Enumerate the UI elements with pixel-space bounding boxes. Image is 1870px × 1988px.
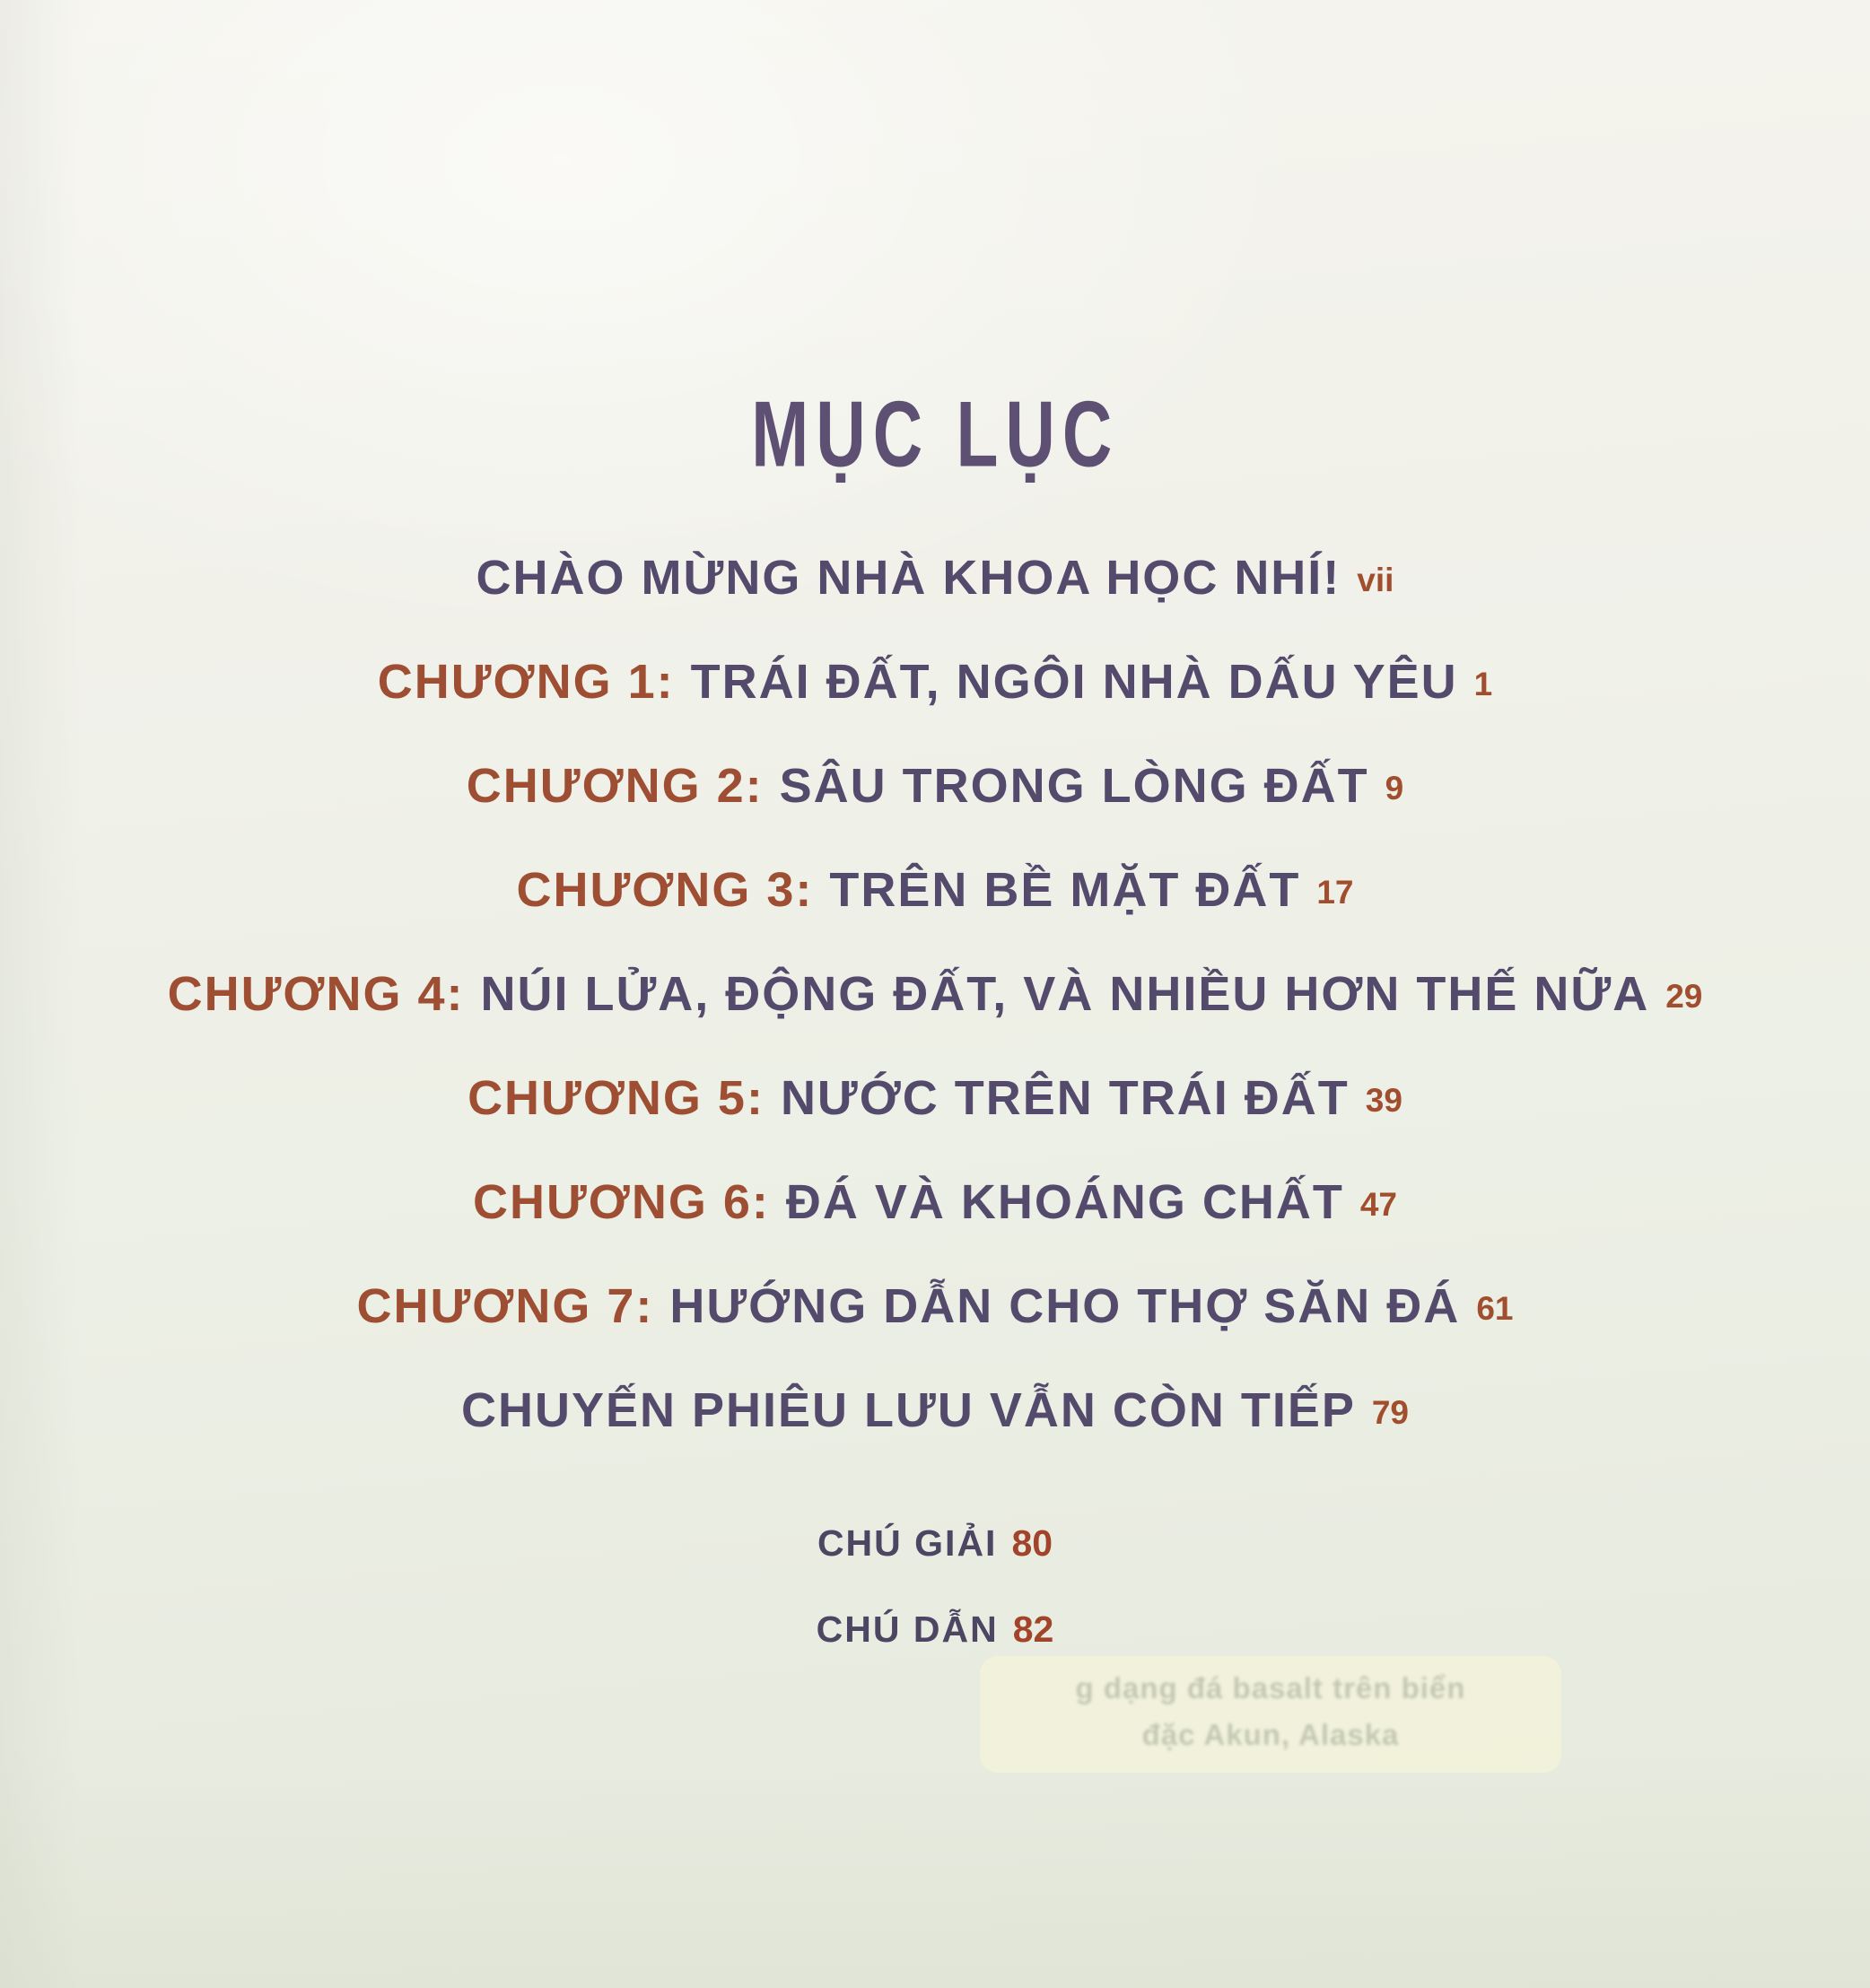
show-through-caption — [980, 1656, 1561, 1773]
toc-entry-page-number: 47 — [1359, 1186, 1398, 1223]
toc-entry-title: TRÁI ĐẤT, NGÔI NHÀ DẤU YÊU — [690, 655, 1458, 709]
toc-entry-chapter-1 — [0, 630, 1870, 734]
toc-entry-title: NÚI LỬA, ĐỘNG ĐẤT, VÀ NHIỀU HƠN THẾ NỮA — [480, 967, 1650, 1021]
toc-entry-welcome — [0, 526, 1870, 630]
toc-entry-page-number: 29 — [1665, 978, 1703, 1015]
toc-entry-title: NƯỚC TRÊN TRÁI ĐẤT — [780, 1071, 1350, 1125]
toc-entry-title: CHUYẾN PHIÊU LƯU VẪN CÒN TIẾP — [460, 1383, 1356, 1437]
chapter-prefix: CHƯƠNG 5: — [468, 1071, 765, 1125]
toc-entry-glossary — [0, 1500, 1870, 1586]
show-through-line: g dạng đá basalt trên biển — [1075, 1671, 1466, 1705]
toc-entry-title: HƯỚNG DẪN CHO THỢ SĂN ĐÁ — [669, 1279, 1461, 1333]
toc-entry-chapter-7 — [0, 1254, 1870, 1358]
chapter-prefix: CHƯƠNG 2: — [466, 759, 764, 813]
back-matter — [0, 1500, 1870, 1672]
page-title: MỤC LỤC — [750, 382, 1120, 487]
toc-entry-title: SÂU TRONG LÒNG ĐẤT — [779, 759, 1369, 813]
toc-entry-page-number: 17 — [1316, 874, 1354, 911]
toc-entry-page-number: 61 — [1476, 1290, 1514, 1327]
toc-entry-title: CHÚ GIẢI — [817, 1522, 998, 1564]
toc-entry-page-number: 82 — [1012, 1608, 1054, 1650]
toc-entry-title: TRÊN BỀ MẶT ĐẤT — [829, 863, 1301, 917]
chapter-prefix: CHƯƠNG 3: — [516, 863, 814, 917]
toc-entry-page-number: vii — [1357, 562, 1394, 598]
toc-entry-epilogue — [0, 1358, 1870, 1462]
toc-entry-title: CHÀO MỪNG NHÀ KHOA HỌC NHÍ! — [476, 551, 1341, 605]
toc-entry-chapter-6 — [0, 1150, 1870, 1254]
toc-entry-page-number: 39 — [1365, 1082, 1402, 1119]
toc-entry-chapter-3 — [0, 838, 1870, 942]
toc-entry-page-number: 1 — [1473, 666, 1493, 702]
chapter-prefix: CHƯƠNG 1: — [377, 655, 675, 709]
chapter-prefix: CHƯƠNG 6: — [472, 1175, 770, 1229]
toc-entry-page-number: 79 — [1371, 1394, 1410, 1431]
toc-entry-page-number: 9 — [1385, 770, 1404, 807]
toc-entry-chapter-4 — [0, 942, 1870, 1046]
table-of-contents — [0, 382, 1870, 1672]
chapter-prefix: CHƯƠNG 7: — [356, 1279, 654, 1333]
toc-entry-title: CHÚ DẪN — [816, 1608, 999, 1650]
chapter-prefix: CHƯƠNG 4: — [167, 967, 465, 1021]
toc-entry-chapter-5 — [0, 1046, 1870, 1150]
show-through-line: đặc Akun, Alaska — [1141, 1718, 1400, 1751]
toc-entry-title: ĐÁ VÀ KHOÁNG CHẤT — [785, 1175, 1344, 1229]
toc-entry-chapter-2 — [0, 734, 1870, 838]
toc-entry-page-number: 80 — [1011, 1522, 1053, 1564]
toc-entry-index — [0, 1586, 1870, 1672]
